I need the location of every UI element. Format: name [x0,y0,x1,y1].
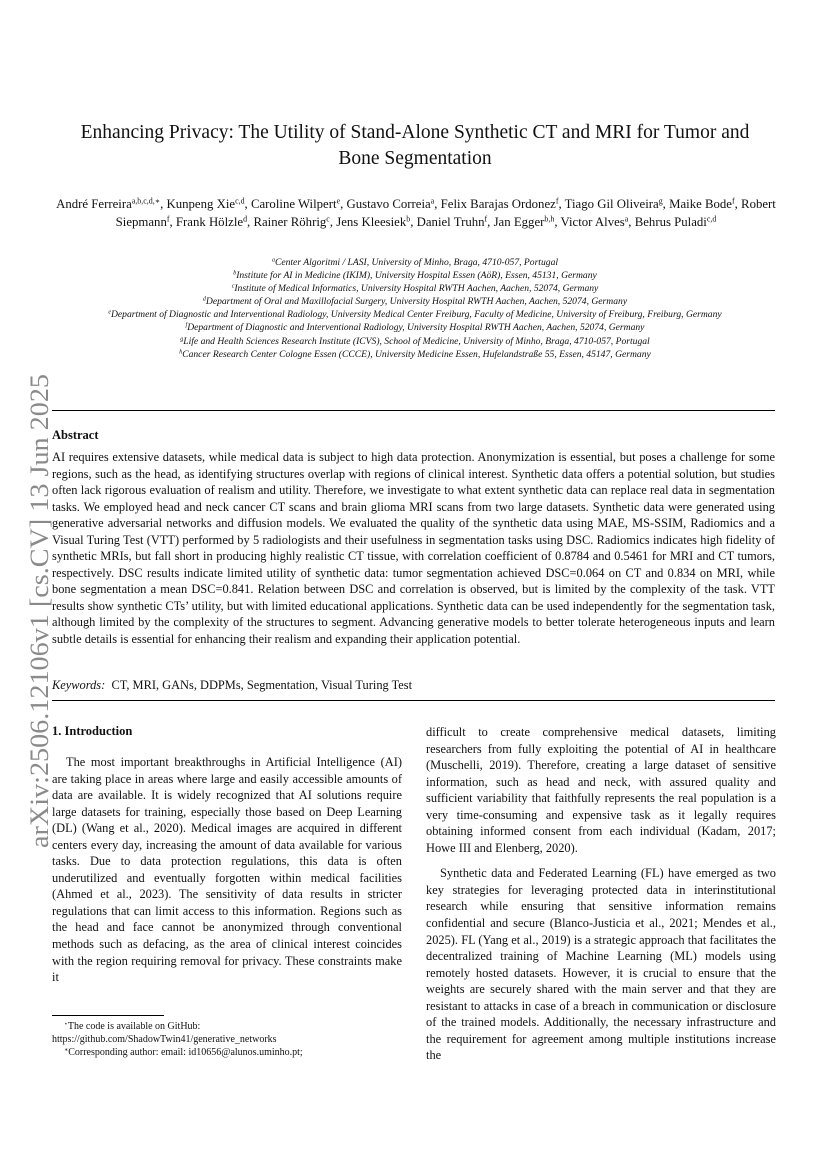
section-heading: 1. Introduction [52,724,133,738]
keywords-label: Keywords: [52,678,106,692]
affiliation [40,308,790,321]
right-paragraph: difficult to create comprehensive medical datasets, limiting researchers from fully exploiting the potential of AI in healthcare (Muschelli, 2019). Therefore, creating a large dataset of sensitive information, such as head and neck, with assured quality and sufficient variability that faithfully represents the real population is a very time-consuming and expensive task as it legally requires obtaining informed consent from each individual (Kadam, 2017; Howe III and Elenberg, 2020). [426,725,776,855]
bottom-rule [52,700,775,701]
author-affiliation-marks: c,d [235,196,245,206]
author-affiliation-marks: a,b,c,d,∗ [131,196,161,206]
affiliation [40,335,790,348]
author [166,197,244,211]
affiliation-mark: g [180,336,184,343]
author [635,215,717,229]
author [56,197,160,211]
affiliation-text: Department of Oral and Maxillofacial Surgery, University Hospital RWTH Aachen, Aachen, 52074, Germany [205,296,628,308]
author-name: Jens Kleesiek [336,215,407,229]
author-affiliation-marks: f [484,214,488,224]
affiliation-mark: e [108,310,111,317]
footnote-code-text: The code is available on GitHub: [67,1021,201,1032]
affiliation-mark: c [231,283,235,290]
abstract-text: AI requires extensive datasets, while medical data is subject to high data protection. Anonymization is essential, but poses a challenge for some regions, such as the head, as identifying structures overlap with regions of clinical interest. Synthetic data offers a potential solution, but studies often lack rigorous evaluation of realism and utility. Therefore, we investigate to what extent synthetic data can replace real data in segmentation tasks. We employed head and neck cancer CT scans and brain glioma MRI scans from two large datasets. Synthetic data were generated using generative adversarial networks and diffusion models. We evaluated the quality of the synthetic data using MAE, MS-SSIM, Radiomics and a Visual Turing Test (VTT) performed by 5 radiologists and their usefulness in segmentation tasks using DSC. Radiomics indicates high fidelity of synthetic MRIs, but fall short in producing highly realistic CT tissue, with correlation coefficient of 0.8784 and 0.5461 for MRI and CT tumors, respectively. DSC results indicate limited utility of synthetic data: tumor segmentation achieved DSC=0.064 on CT and 0.834 on MRI, while bone segmentation a mean DSC=0.841. Relation between DSC and correlation is observed, but is limited by the complexity of the task. VTT results show synthetic CTs’ utility, but with limited educational applications. Synthetic data can be used independently for the segmentation task, although limited by the complexity of the structures to segment. Advancing generative models to better tolerate heterogeneous inputs and learn subtle details is essential for enhancing their realism and expanding their application potential. [52,450,775,646]
author [494,215,555,229]
author [347,197,435,211]
affiliation-mark: h [179,349,183,356]
affiliation [40,321,790,334]
affiliation-text: Department of Diagnostic and Interventional Radiology, University Hospital RWTH Aachen, Aachen, 52074, Germany [187,322,645,334]
author-name: Felix Barajas Ordonez [440,197,556,211]
author-name: Maike Bode [669,197,732,211]
left-paragraph: The most important breakthroughs in Artificial Intelligence (AI) are taking place in areas where large and easily accessible amounts of data are available. It is widely recognized that AI solutions require large datasets for training, especially those based on Deep Learning (DL) (Wang et al., 2020). Medical images are acquired in different centers every day, increasing the amount of data available for various tasks. Due to data protection regulations, this data is often underutilized and eventually forgotten within medical facilities (Ahmed et al., 2023). The sensitivity of data results in stricter regulations that can limit access to this information. Regions such as the head and face cannot be anonymized through conventional methods such as defacing, as the area of clinical interest coincides with the region requiring removal for privacy. These constraints make it [52,755,402,985]
affiliation [40,282,790,295]
affiliation-text: Life and Health Sciences Research Institute (ICVS), School of Medicine, University of Minho, Braga, 4710-057, Portugal [183,335,650,347]
affiliation-mark: f [185,323,188,330]
author [565,197,663,211]
author [441,197,559,211]
affiliation-text: Center Algoritmi / LASI, University of Minho, Braga, 4710-057, Portugal [274,257,559,268]
affiliation-text: Department of Diagnostic and Interventional Radiology, University Medical Center Freiburg, Faculty of Medicine, University of Freiburg, Freiburg, Germany [110,309,722,321]
author-affiliation-marks: e [336,196,341,206]
footnote-corresponding-text: Corresponding author: email: id10656@alunos.uminho.pt; [68,1047,303,1059]
top-rule [52,410,775,411]
author-affiliation-marks: f [731,196,735,206]
author [669,197,735,211]
author-list: André Ferreira$^{a,b,c,d,∗}$, Kunpeng Xie$^{c,d}$, Caroline Wilpert$^e$, Gustavo Correia$^a$, Felix Barajas Ordonez$^f$, Tiago Gil Oliveira$^g$, Maike Bode$^f$, Robert Siepmann$^f$, Frank Hölzle$^d$, Rainer Röhrig$^c$, Jens Kleesiek$^b$, Daniel Truhn$^f$, Jan Egger$^{b,h}$, Victor Alves$^a$, Behrus Puladi$^{c,d}$ [56,196,776,229]
right-column [426,724,776,1064]
author [253,215,329,229]
author-name: Jan Egger [493,215,545,229]
affiliation [40,269,790,282]
footnote-rule [52,1015,164,1016]
abstract-heading: Abstract [52,428,99,442]
author-name: André Ferreira [56,197,132,211]
author-affiliation-marks: a [430,196,435,206]
author-affiliation-marks: c [326,214,330,224]
author-affiliation-marks: c,d [706,214,717,224]
author-affiliation-marks: d [243,214,248,224]
author [560,215,628,229]
affiliation [40,295,790,308]
affiliation [40,256,790,269]
author-name: Frank Hölzle [175,215,244,229]
author-name: Daniel Truhn [416,215,485,229]
affiliation-text: Cancer Research Center Cologne Essen (CCCE), University Medicine Essen, Hufelandstraße 55, Essen, 45147, Germany [182,348,651,360]
author-name: Behrus Puladi [634,215,707,229]
author [417,215,488,229]
affiliation-mark: d [202,297,206,304]
author [336,215,410,229]
github-link[interactable]: https://github.com/ShadowTwin41/generative_networks [52,1034,277,1046]
author [176,215,247,229]
keywords-line [52,678,775,693]
author-name: Gustavo Correia [346,197,431,211]
author-name: Victor Alves [560,215,625,229]
author-affiliation-marks: b [406,214,411,224]
right-paragraph: Synthetic data and Federated Learning (FL) have emerged as two key strategies for leveraging protected data in interinstitutional research while ensuring that sensitive information remains confidential and secure (Blanco-Justicia et al., 2021; Mendes et al., 2025). FL (Yang et al., 2019) is a strategic approach that facilitates the decentralized training of Machine Learning (ML) models using remotely hosted datasets. However, it is crucial to ensure that the weights are securely shared with the main server and that they are resistant to attacks in case of a breach in communication or disclosure of the trained models. Additionally, the necessary infrastructure and the requirement for agreement among multiple institutions increase the [426,866,776,1063]
left-column [52,754,402,986]
keywords-values: CT, MRI, GANs, DDPMs, Segmentation, Visual Turing Test [111,678,413,692]
author-affiliation-marks: a [624,214,629,224]
author-affiliation-marks: f [555,196,559,206]
author-name: Kunpeng Xie [166,197,236,211]
affiliation [40,348,790,361]
author-name: Rainer Röhrig [253,215,327,229]
paper-title: Enhancing Privacy: The Utility of Stand-Alone Synthetic CT and MRI for Tumor and Bone Segmentation [80,122,750,169]
author-affiliation-marks: b,h [544,214,555,224]
arxiv-stamp-text: arXiv:2506.12106v1 [cs.CV] 13 Jun 2025 [25,410,54,848]
footnote-code: ⋆The code is available on GitHub: [64,1020,201,1032]
footnote-corresponding: ∗Corresponding author: email: id10656@alunos.uminho.pt; [64,1047,303,1059]
author-name: Tiago Gil Oliveira [564,197,659,211]
footnotes [52,1020,402,1060]
affiliation-mark: a [271,257,275,264]
author-affiliation-marks: f [166,214,170,224]
author-affiliation-marks: g [658,196,663,206]
author [251,197,340,211]
author-name: Robert Siepmann [115,197,776,229]
affiliation-text: Institute of Medical Informatics, University Hospital RWTH Aachen, Aachen, 52074, Germany [234,283,599,295]
affiliation-text: Institute for AI in Medicine (IKIM), University Hospital Essen (AöR), Essen, 45131, Germany [236,270,597,282]
affiliation-mark: b [233,270,237,277]
affiliation-list [40,256,790,361]
author-name: Caroline Wilpert [250,197,337,211]
